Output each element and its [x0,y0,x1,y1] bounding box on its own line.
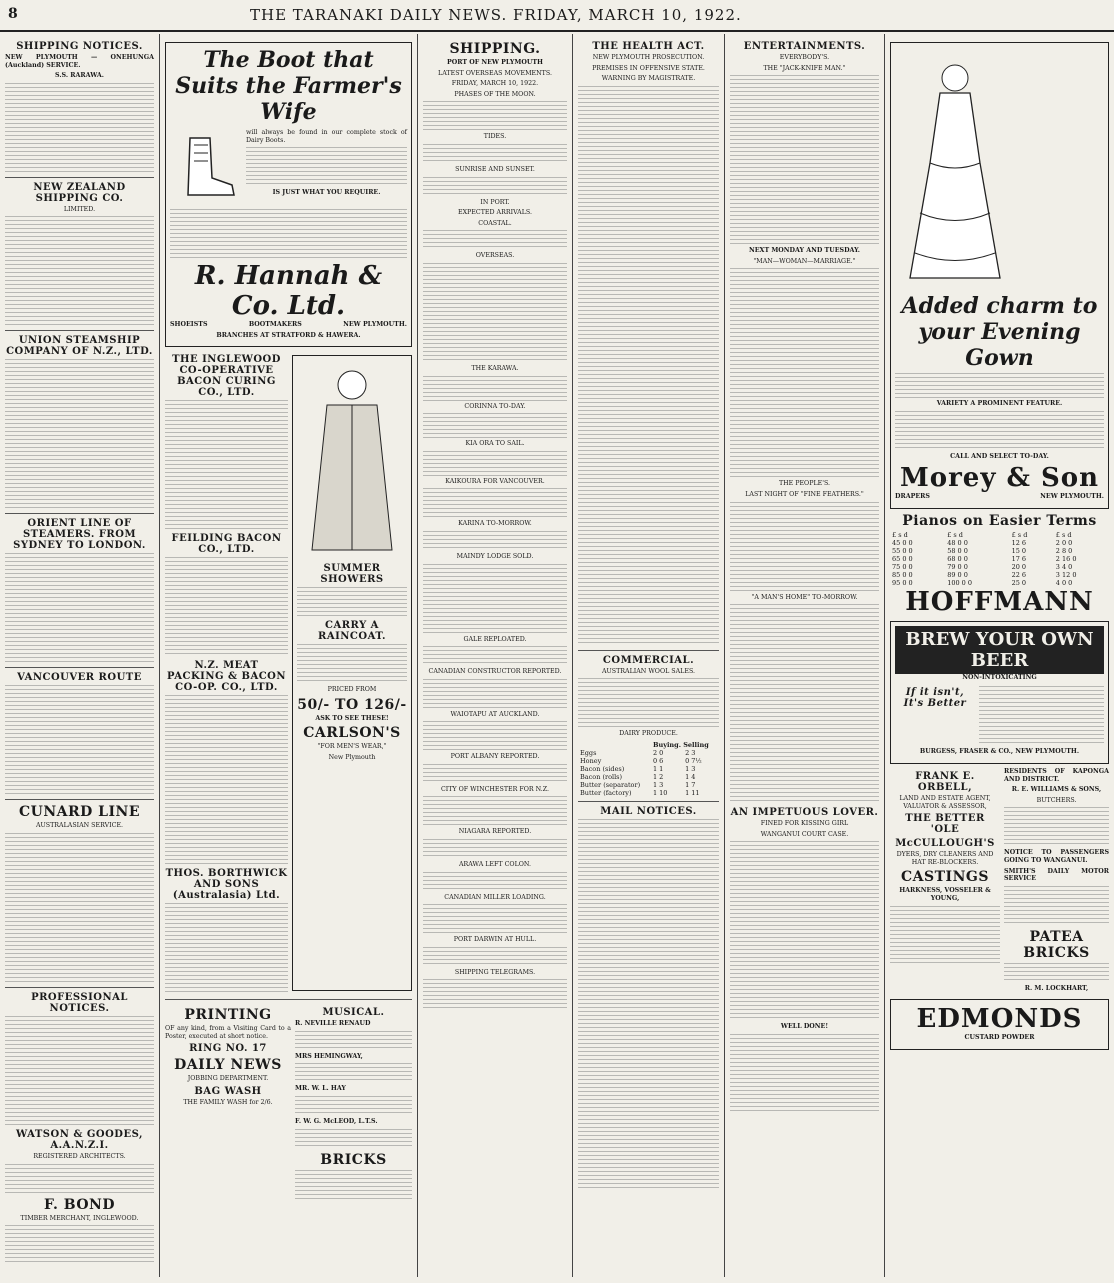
raincoat-illustration [297,360,407,560]
table-row: 85 0 0 89 0 0 22 6 3 12 0 [892,570,1077,579]
winchester-heading: CITY OF WINCHESTER FOR N.Z. [440,785,550,793]
body-text [578,678,719,728]
body-text [730,1034,879,1114]
bag-wash-heading: BAG WASH [194,1085,262,1097]
body-text [423,721,567,751]
cunard-heading: CUNARD LINE [18,804,141,821]
divider [5,667,154,668]
wool-heading: AUSTRALIAN WOOL SALES. [601,667,696,675]
body-text [423,230,567,250]
body-text [730,604,879,804]
body-text [895,373,1104,398]
body-text [423,451,567,476]
boot-ad-tagline: IS JUST WHAT YOU REQUIRE. [272,189,381,197]
body-text [295,1096,412,1116]
hannah-subtitle: BOOTMAKERS [248,321,302,328]
williams-heading: R. E. WILLIAMS & SONS, [1011,786,1102,794]
body-text [295,1170,412,1200]
jack-heading: THE "JACK-KNIFE MAN." [763,64,846,72]
divider [5,513,154,514]
niagara-heading: NIAGARA REPORTED. [458,828,532,836]
body-text [295,1063,412,1083]
sunrise-heading: SUNRISE AND SUNSET. [455,165,535,173]
subheading: REGISTERED ARCHITECTS. [33,1152,126,1160]
harkness-heading: HARKNESS, VOSSELER & YOUNG, [899,887,991,902]
gown-ad-title: Added charm to your Evening Gown [901,293,1098,371]
page-number: 8 [8,6,18,22]
divider [5,987,154,988]
table-row: 45 0 0 48 0 0 12 6 2 0 0 [892,538,1073,547]
table-row: 65 0 0 68 0 0 17 6 2 16 0 [892,554,1077,563]
body-text [170,209,407,259]
in-port-heading: IN PORT. [480,198,510,206]
waiotapu-heading: WAIOTAPU AT AUCKLAND. [450,710,540,718]
column-entertainments [725,34,885,1277]
body-text [423,263,567,363]
lover-heading: AN IMPETUOUS LOVER. [730,807,879,819]
feilding-heading: FEILDING BACON CO., LTD. [171,533,282,556]
edmonds-advertisement [890,999,1109,1050]
body-text [246,147,407,187]
castings-heading: CASTINGS [901,869,989,886]
bag-wash-sub: THE FAMILY WASH for 2/6. [183,1098,273,1106]
court-heading: WANGANUI COURT CASE. [760,830,849,838]
phases-heading: PHASES OF THE MOON. [454,90,536,98]
mcculloughs-heading: McCULLOUGH'S [895,838,995,850]
canadian-miller-heading: CANADIAN MILLER LOADING. [444,893,546,901]
musical-heading: MUSICAL. [322,1007,385,1019]
table-row: Bacon (sides) 1 1 1 3 [580,764,696,773]
hemingway-heading: MRS HEMINGWAY, [295,1052,363,1060]
overseas-heading: OVERSEAS. [475,252,515,260]
body-text [423,564,567,634]
column-shipping-notices [0,34,160,1277]
peoples-heading: THE PEOPLE'S. [778,480,831,488]
lockhart-heading: R. M. LOCKHART, [1024,984,1089,992]
beer-advertisement [890,621,1109,764]
fine-feathers-heading: LAST NIGHT OF "FINE FEATHERS." [745,490,864,498]
borthwick-heading: THOS. BORTHWICK AND SONS (Australasia) Ltd. [165,868,288,902]
divider [578,650,719,651]
carlson-tagline: "FOR MEN'S WEAR," [317,743,387,751]
divider [5,799,154,800]
table-header: Buying. Selling [652,740,709,749]
subheading: TIMBER MERCHANT, INGLEWOOD. [20,1214,139,1222]
well-done-heading: WELL DONE! [780,1023,829,1031]
everybody-heading: EVERYBODY'S. [779,54,830,61]
bricks-heading: BRICKS [320,1151,387,1168]
slogan: If it isn't, It's Better [903,687,967,710]
body-text [5,833,154,983]
body-text [295,1031,412,1051]
agents-line: BURGESS, FRASER & CO., NEW PLYMOUTH. [919,748,1080,756]
subheading: NEW PLYMOUTH PROSECUTION. [592,54,705,61]
maindy-heading: MAINDY LODGE SOLD. [456,552,534,560]
body-text [165,400,288,530]
carlson-logo: CARLSON'S [303,725,401,742]
gale-heading: GALE REPLOATED. [463,635,527,643]
body-text [895,411,1104,451]
entertainments-heading: ENTERTAINMENTS. [743,41,866,52]
body-text [423,764,567,784]
column-advertisements-right [885,34,1114,1277]
body-text [1004,963,1109,983]
morey-advertisement [890,42,1109,509]
body-text [423,376,567,401]
body-text [423,144,567,164]
hannah-logo: R. Hannah & Co. Ltd. [194,261,383,321]
bacon-co-heading: THE INGLEWOOD CO-OPERATIVE BACON CURING CO., LTD. [172,354,281,399]
price-label: PRICED FROM [327,686,377,694]
butchers-label: BUTCHERS. [1036,796,1077,804]
watson-heading: WATSON & GOODES, A.A.N.Z.I. [16,1128,143,1151]
port-heading: PORT OF NEW PLYMOUTH [446,59,544,66]
body-text [423,872,567,892]
body-text [730,75,879,245]
body-text [730,841,879,1021]
body-text [423,679,567,709]
neville-heading: R. NEVILLE RENAUD [295,1020,371,1028]
table-row: Eggs 2 0 2 3 [580,748,696,757]
date-line: FRIDAY, MARCH 10, 1922. [451,80,539,88]
canadian-heading: CANADIAN CONSTRUCTOR REPORTED. [428,668,562,676]
printing-heading: PRINTING [184,1007,272,1024]
hannah-branches: BRANCHES AT STRATFORD & HAWERA. [216,331,361,339]
boot-icon [170,133,240,203]
karawa-heading: THE KARAWA. [471,364,519,372]
body-text [423,947,567,967]
edmonds-logo: EDMONDS [916,1004,1083,1035]
onehunga-service: NEW PLYMOUTH — ONEHUNGA (Auckland) SERVICE. [5,54,154,69]
body-text [295,1129,412,1149]
produce-table [578,741,719,797]
body-text [5,359,154,509]
body-text [165,557,288,657]
ship-name: S.S. RARAWA. [55,72,104,80]
orbell-sub: LAND AND ESTATE AGENT, VALUATOR & ASSESSOR, [899,794,991,810]
morey-location: NEW PLYMOUTH. [1040,493,1104,501]
fined-heading: FINED FOR KISSING GIRL [760,820,849,828]
carlson-advertisement [292,355,412,991]
body-text [423,904,567,934]
raincoat-heading: CARRY A RAINCOAT. [318,620,386,643]
commercial-heading: COMMERCIAL. [602,654,695,666]
notice-heading: NOTICE TO PASSENGERS GOING TO WANGANUI. [1004,849,1109,864]
newspaper-title: THE TARANAKI DAILY NEWS. FRIDAY, MARCH 10, 1922. [250,6,742,24]
variety-heading: VARIETY A PROMINENT FEATURE. [936,400,1063,407]
latest-heading: LATEST OVERSEAS MOVEMENTS. [438,69,552,77]
body-text [578,819,719,1189]
body-text [5,1016,154,1126]
table-row: 95 0 0 100 0 0 25 0 4 0 0 [892,578,1073,587]
body-text [423,177,567,197]
corinna-heading: CORINNA TO-DAY. [464,402,526,410]
kia-ora-heading: KIA ORA TO SAIL. [465,440,525,448]
body-text [5,216,154,326]
body-text [423,488,567,518]
brew-banner: BREW YOUR OWN BEER [895,626,1104,674]
boot-ad-title: The Boot that Suits the Farmer's Wife [175,47,402,125]
hannah-left-label: SHOEISTS [170,321,208,328]
port-darwin-heading: PORT DARWIN AT HULL. [453,936,537,944]
jobbing-department: JOBBING DEPARTMENT. [187,1075,269,1083]
table-row: Honey 0 6 0 7½ [580,756,702,765]
hoffmann-logo: HOFFMANN [905,586,1094,617]
orbell-heading: FRANK E. ORBELL, [915,770,975,793]
man-woman-heading: "MAN—WOMAN—MARRIAGE." [753,257,856,265]
body-text [5,685,154,795]
table-row: Bacon (rolls) 1 2 1 4 [580,772,696,781]
body-text [423,531,567,551]
dairy-heading: DAIRY PRODUCE. [619,730,678,738]
coastal-heading: COASTAL. [478,219,512,227]
column-shipping [418,34,573,1277]
shipping-heading: SHIPPING. [449,41,541,57]
subheading: AUSTRALASIAN SERVICE. [35,822,124,830]
evening-gown-illustration [895,53,1015,283]
fbond-heading: F. BOND [43,1196,115,1213]
smith-heading: SMITH'S DAILY MOTOR SERVICE [1004,867,1109,883]
non-intox-label: NON-INTOXICATING [962,673,1037,681]
body-text [423,413,567,438]
nz-shipping-heading: NEW ZEALAND SHIPPING CO. [33,181,126,204]
body-text [1004,807,1109,847]
body-text [890,906,1000,966]
table-row: 75 0 0 79 0 0 20 0 3 4 0 [892,562,1073,571]
divider [165,999,412,1000]
body-text [1004,886,1109,926]
vancouver-heading: VANCOUVER ROUTE [17,672,142,684]
custard-label: CUSTARD POWDER [964,1034,1035,1042]
divider [5,330,154,331]
section-heading: SHIPPING NOTICES. [16,41,143,52]
body-text [5,1164,154,1194]
morey-logo: Morey & Son [899,463,1100,494]
body-text [423,796,567,826]
port-albany-heading: PORT ALBANY REPORTED. [450,753,540,761]
next-heading: NEXT MONDAY AND TUESDAY. [749,247,860,255]
printing-text: OF any kind, from a Visiting Card to a Poster, executed at short notice. [165,1025,291,1040]
column-health-act [573,34,725,1277]
kaikoura-heading: KAIKOURA FOR VANCOUVER. [445,477,545,485]
boot-ad-text: will always be found in our complete stock of Dairy Boots. [246,129,407,144]
dyers-heading: DYERS, DRY CLEANERS AND HAT RE-BLOCKERS. [896,851,994,866]
table-row: £ s d £ s d £ s d £ s d [892,530,1072,539]
ask-text: ASK TO SEE THESE! [315,714,389,722]
call-heading: CALL AND SELECT TO-DAY. [950,452,1049,460]
subheading: LIMITED. [63,205,96,213]
body-text [423,979,567,1009]
subheading: PREMISES IN OFFENSIVE STATE. [592,64,705,72]
body-text [165,695,288,865]
column-advertisements [160,34,418,1277]
masthead [0,0,1114,32]
carlson-location: New Plymouth [328,753,376,761]
health-act-heading: THE HEALTH ACT. [592,41,705,52]
daily-news-heading: DAILY NEWS [174,1057,282,1074]
ring-number: RING NO. 17 [189,1043,267,1055]
mcleod-heading: F. W. G. McLEOD, L.T.S. [295,1117,378,1125]
professional-heading: PROFESSIONAL NOTICES. [31,991,128,1014]
pianos-heading: Pianos on Easier Terms [902,512,1097,529]
drapers-label: DRAPERS [895,493,930,501]
body-text [423,101,567,131]
body-text [5,1225,154,1265]
subheading: WARNING BY MAGISTRATE. [601,75,696,83]
orient-heading: ORIENT LINE OF STEAMERS. FROM SYDNEY TO LONDON. [13,518,146,552]
piano-terms-table [890,531,1109,587]
kaponga-heading: RESIDENTS OF KAPONGA AND DISTRICT. [1004,767,1109,783]
divider [578,801,719,802]
body-text [5,553,154,663]
expected-heading: EXPECTED ARRIVALS. [457,209,533,217]
hannah-location: NEW PLYMOUTH. [343,321,407,328]
table-row: Butter (factory) 1 10 1 11 [580,788,700,797]
telegrams-heading: SHIPPING TELEGRAMS. [454,968,536,976]
arawa-heading: ARAWA LEFT COLON. [458,861,532,869]
hannah-advertisement [165,42,412,347]
body-text [423,839,567,859]
body-text [423,646,567,666]
nz-bacon-heading: N.Z. MEAT PACKING & BACON CO-OP. CO., LTD. [166,660,287,694]
price-range: 50/- TO 126/- [297,696,407,713]
patea-heading: PATEA BRICKS [1023,928,1090,961]
table-row: Butter (separator) 1 3 1 7 [580,780,696,789]
hay-heading: MR. W. L. HAY [295,1085,346,1093]
body-text [730,502,879,592]
body-text [5,83,154,173]
union-heading: UNION STEAMSHIP COMPANY OF N.Z., LTD. [6,335,153,358]
karina-heading: KARINA TO-MORROW. [458,520,532,528]
body-text [578,86,719,646]
summer-heading: SUMMER SHOWERS [320,563,384,586]
better-ole-heading: THE BETTER 'OLE [905,813,985,836]
body-text [165,903,288,993]
mans-home-heading: "A MAN'S HOME" TO-MORROW. [751,593,858,601]
mail-heading: MAIL NOTICES. [600,805,697,817]
divider [5,177,154,178]
body-text [297,644,407,684]
tides-heading: TIDES. [483,133,507,141]
table-row: 55 0 0 58 0 0 15 0 2 8 0 [892,546,1073,555]
body-text [730,268,879,478]
body-text [297,587,407,617]
body-text [979,686,1104,746]
